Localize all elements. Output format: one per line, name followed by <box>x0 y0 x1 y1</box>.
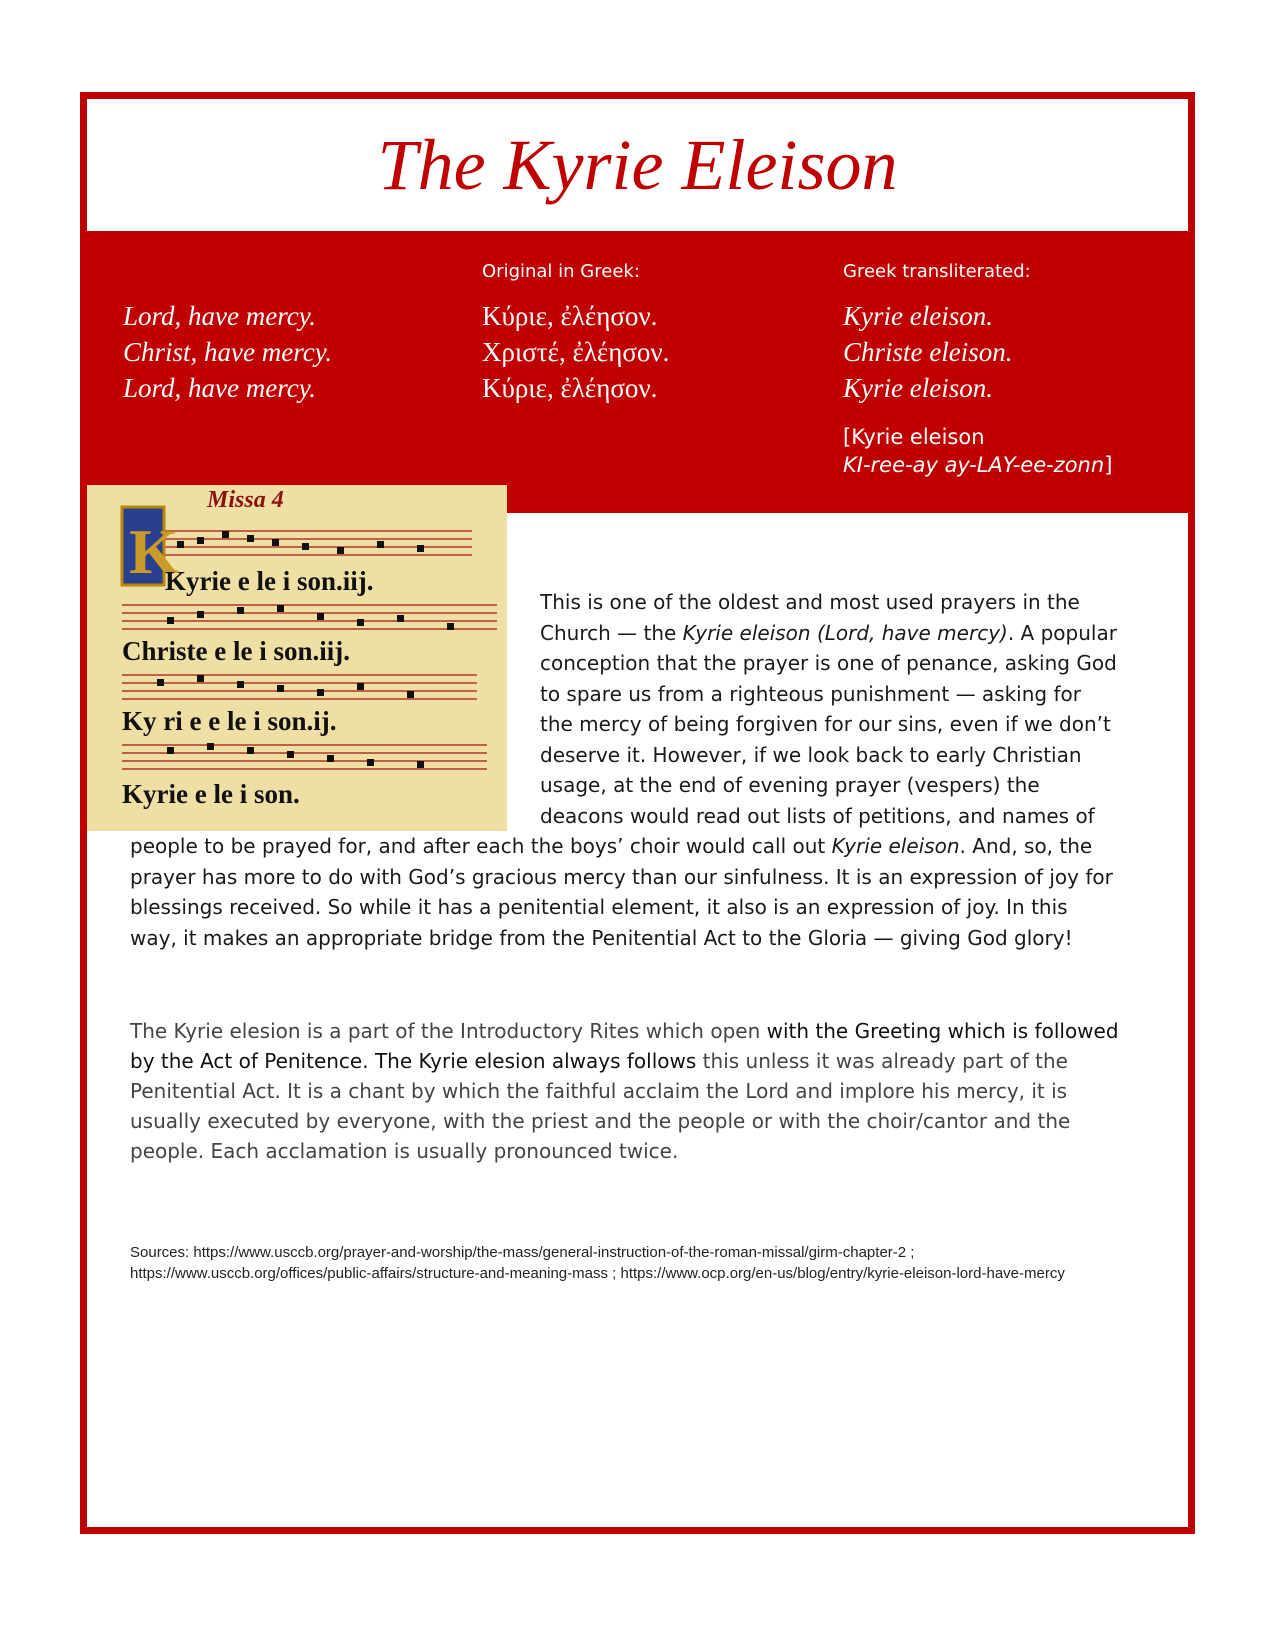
pronunciation-line: [Kyrie eleison <box>843 425 985 449</box>
manuscript-heading: Missa 4 <box>207 487 284 513</box>
greek-heading: Original in Greek: <box>482 261 640 282</box>
paragraph-text: . A popular conception that the prayer is one of penance, asking God to spare us from a righteous punishment — asking for the mercy of being forgiven for our sins, even if we don’t deserve it. However, if we look back to early Christian usage, at the end of evening prayer (vespers) the deacons would read out lists of petitions, and names of people to be prayed for, and after each the boys’ choir would call out <box>130 620 1117 858</box>
page-title: The Kyrie Eleison <box>377 125 898 205</box>
paragraph-text: This is one of the oldest and most used prayers in the Church — the <box>540 590 1080 645</box>
paragraph-liturgy <box>130 1016 1120 1166</box>
paragraph-text: The Kyrie elesion is a part of the Introductory Rites which open <box>130 1019 767 1043</box>
greek-verses <box>482 298 669 406</box>
english-verses <box>123 298 332 406</box>
manuscript-line: Kyrie e le i son.iij. <box>165 566 374 596</box>
manuscript-line: Christe e le i son.iij. <box>122 636 350 666</box>
greek-line: Χριστέ, ἐλέησον. <box>482 337 670 367</box>
pronunciation-bracket: ] <box>1104 453 1113 477</box>
transliterated-heading: Greek transliterated: <box>843 261 1031 282</box>
paragraph-italic: Kyrie eleison <box>831 834 960 858</box>
manuscript-line: Ky ri e e le i son.ij. <box>122 706 337 736</box>
transliterated-verses <box>843 298 1013 406</box>
transliterated-line: Christe eleison. <box>843 337 1013 367</box>
english-line: Lord, have mercy. <box>123 373 316 403</box>
page-frame <box>80 92 1195 1534</box>
paragraph-text: with the Greeting which is followed by the Act of Penitence. The Kyrie elesion always follows <box>130 1019 1119 1073</box>
english-line: Lord, have mercy. <box>123 301 316 331</box>
svg-text:K: K <box>129 516 179 587</box>
sources-note: Sources: https://www.usccb.org/prayer-and-worship/the-mass/general-instruction-of-the-roman-missal/girm-chapter-2 ; https://www.usccb.org/offices/public-affairs/structure-and-meaning-mass ; https://www.ocp.org/en-us/blog/entry/kyrie-eleison-lord-have-mercy <box>130 1244 1065 1282</box>
pronunciation-guide <box>843 423 1112 479</box>
greek-line: Κύριε, ἐλέησον. <box>482 373 658 403</box>
transliterated-line: Kyrie eleison. <box>843 301 993 331</box>
manuscript-line: Kyrie e le i son. <box>122 779 300 809</box>
paragraph-italic: Kyrie eleison (Lord, have mercy) <box>682 620 1008 645</box>
paragraph-history <box>130 587 1120 953</box>
pronunciation-phonetic: KI-ree-ay ay-LAY-ee-zonn <box>843 453 1105 477</box>
paragraph-text: . And, so, the prayer has more to do with God’s gracious mercy than our sinfulness. It is an expression of joy for blessings received. So while it has a penitential element, it also is an expression of joy. In this way, it makes an appropriate bridge from the Penitential Act to the Gloria — giving God glory! <box>130 834 1113 950</box>
paragraph-text: this unless it was already part of the Penitential Act. It is a chant by which the faithful acclaim the Lord and implore his mercy, it is usually executed by everyone, with the priest and the people or with the choir/cantor and the people. Each acclamation is usually pronounced twice. <box>130 1049 1071 1163</box>
greek-line: Κύριε, ἐλέησον. <box>482 301 658 331</box>
prayer-band <box>87 231 1188 513</box>
transliterated-line: Kyrie eleison. <box>843 373 993 403</box>
english-line: Christ, have mercy. <box>123 337 332 367</box>
